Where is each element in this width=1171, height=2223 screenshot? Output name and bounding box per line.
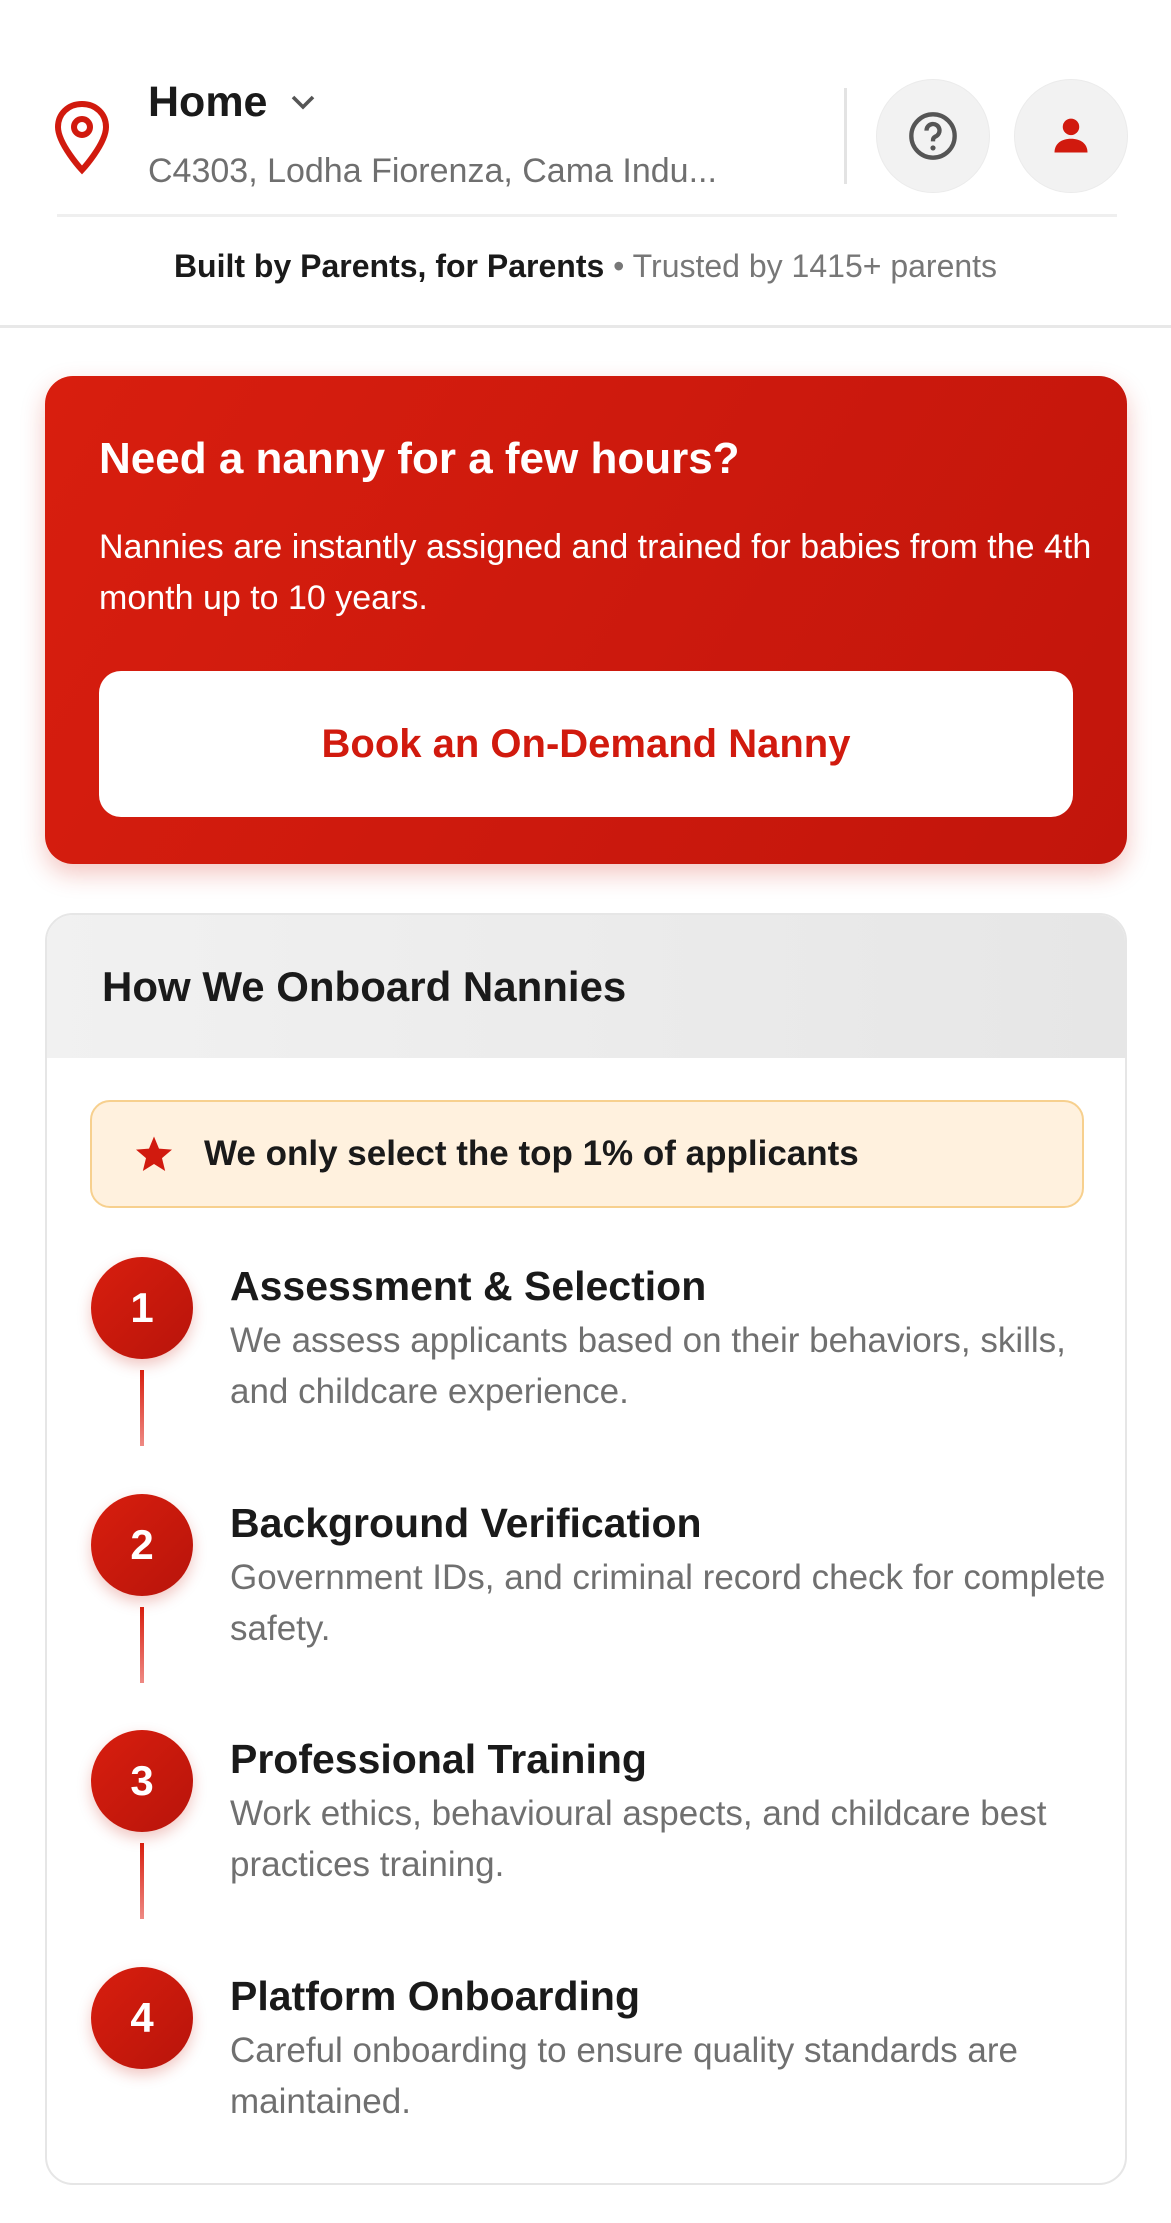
header-border [0,325,1171,328]
user-icon [1049,114,1093,158]
banner-text: We only select the top 1% of applicants [204,1134,859,1173]
step-title: Professional Training [230,1736,647,1782]
trust-text: Trusted by 1415+ parents [632,248,998,284]
step-connector [140,1843,144,1919]
onboarding-title: How We Onboard Nannies [47,915,1125,1058]
step-connector [140,1370,144,1446]
step-description: Work ethics, behavioural aspects, and childcare best practices training. [230,1794,1047,1884]
book-nanny-button[interactable]: Book an On-Demand Nanny [99,671,1073,817]
step-connector [140,1607,144,1683]
help-icon [907,110,959,162]
step-number: 1 [91,1257,193,1359]
star-icon [134,1134,174,1174]
tagline [0,248,1171,285]
promo-title: Need a nanny for a few hours? [99,434,740,483]
step-description: We assess applicants based on their behaviors, skills, and childcare experience. [230,1321,1066,1411]
step-description: Government IDs, and criminal record check for complete safety. [230,1558,1106,1648]
step-title: Background Verification [230,1500,702,1546]
onboarding-card [45,913,1127,2185]
step-number: 2 [91,1494,193,1596]
step-number: 3 [91,1730,193,1832]
help-button[interactable] [876,79,990,193]
divider [844,88,847,184]
promo-body: Nannies are instantly assigned and trained for babies from the 4th month up to 10 years. [99,528,1092,617]
map-pin-icon [52,100,112,176]
address-text[interactable]: C4303, Lodha Fiorenza, Cama Indu... [148,152,717,190]
chevron-down-icon [289,93,317,113]
top-applicants-banner [90,1100,1084,1208]
separator: • [613,248,625,284]
location-selector[interactable] [148,78,317,127]
step-title: Platform Onboarding [230,1973,640,2019]
step-number: 4 [91,1967,193,2069]
profile-button[interactable] [1014,79,1128,193]
promo-card [45,376,1127,864]
step-description: Careful onboarding to ensure quality standards are maintained. [230,2031,1018,2121]
tagline-main: Built by Parents, for Parents [173,248,605,284]
step-title: Assessment & Selection [230,1263,707,1309]
divider [57,214,1117,217]
location-label: Home [148,78,268,126]
